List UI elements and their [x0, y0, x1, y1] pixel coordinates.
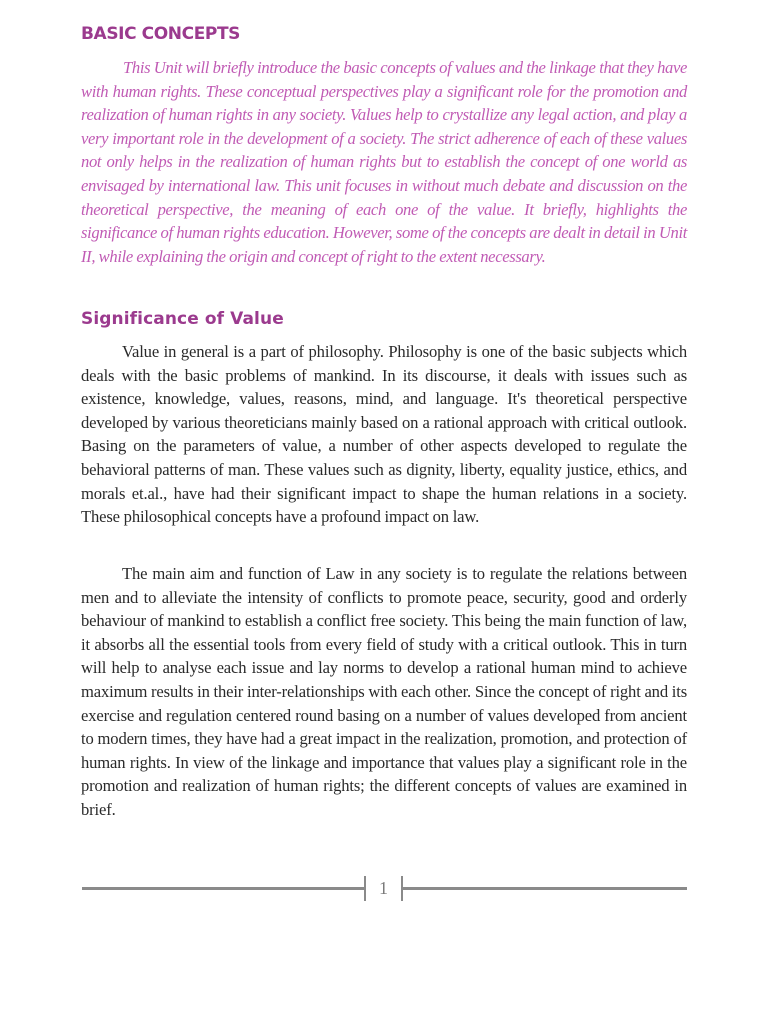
footer-rule-left — [82, 887, 365, 890]
subheading: Significance of Value — [81, 309, 284, 329]
footer-rule-right — [403, 887, 687, 890]
body-paragraph-2: The main aim and function of Law in any society is to regulate the relations between men and to alleviate the intensity of conflicts to promote peace, security, good and orderly behaviour of mankind to establish a conflict free society. This being the main function of law, it absorbs all the essential tools from every field of study with a critical outlook. This in turn will help to analyse each issue and lay norms to develop a rational human mind to achieve maximum results in their inter-relationships with each other. Since the concept of right and its exercise and regulation centered round basing on a number of values developed from ancient to modern times, they have had a great impact in the realization, promotion, and protection of human rights. In view of the linkage and importance that values play a significant role in the promotion and realization of human rights; the different concepts of values are examined in brief. — [81, 564, 687, 819]
section-heading: BASIC CONCEPTS — [81, 24, 241, 44]
body-paragraph-1: Value in general is a part of philosophy. Philosophy is one of the basic subjects which deals with the basic problems of mankind. In its discourse, it deals with issues such as existence, knowledge, values, reasons, mind, and language. It's theoretical perspective developed by various theoreticians mainly based on a rational approach with critical outlook. Basing on the parameters of value, a number of other aspects developed to regulate the behavioral patterns of man. These values such as dignity, liberty, equality justice, ethics, and morals et.al., have had their significant impact to shape the human relations in a society. These philosophical concepts have a profound impact on law. — [81, 342, 687, 527]
page-number: 1 — [379, 878, 388, 898]
intro-paragraph: This Unit will briefly introduce the basic concepts of values and the linkage that they have with human rights. These conceptual perspectives play a significant role for the promotion and realization of human rights in any society. Values help to crystallize any legal action, and play a very important role in the development of a society. The strict adherence of each of these values not only helps in the realization of human rights but to establish the concept of one world as envisaged by international law. This unit focuses in without much debate and discussion on the theoretical perspective, the meaning of each one of the value. It briefly, highlights the significance of human rights education. However, some of the concepts are dealt in detail in Unit II, while explaining the origin and concept of right to the extent necessary. — [81, 58, 687, 266]
